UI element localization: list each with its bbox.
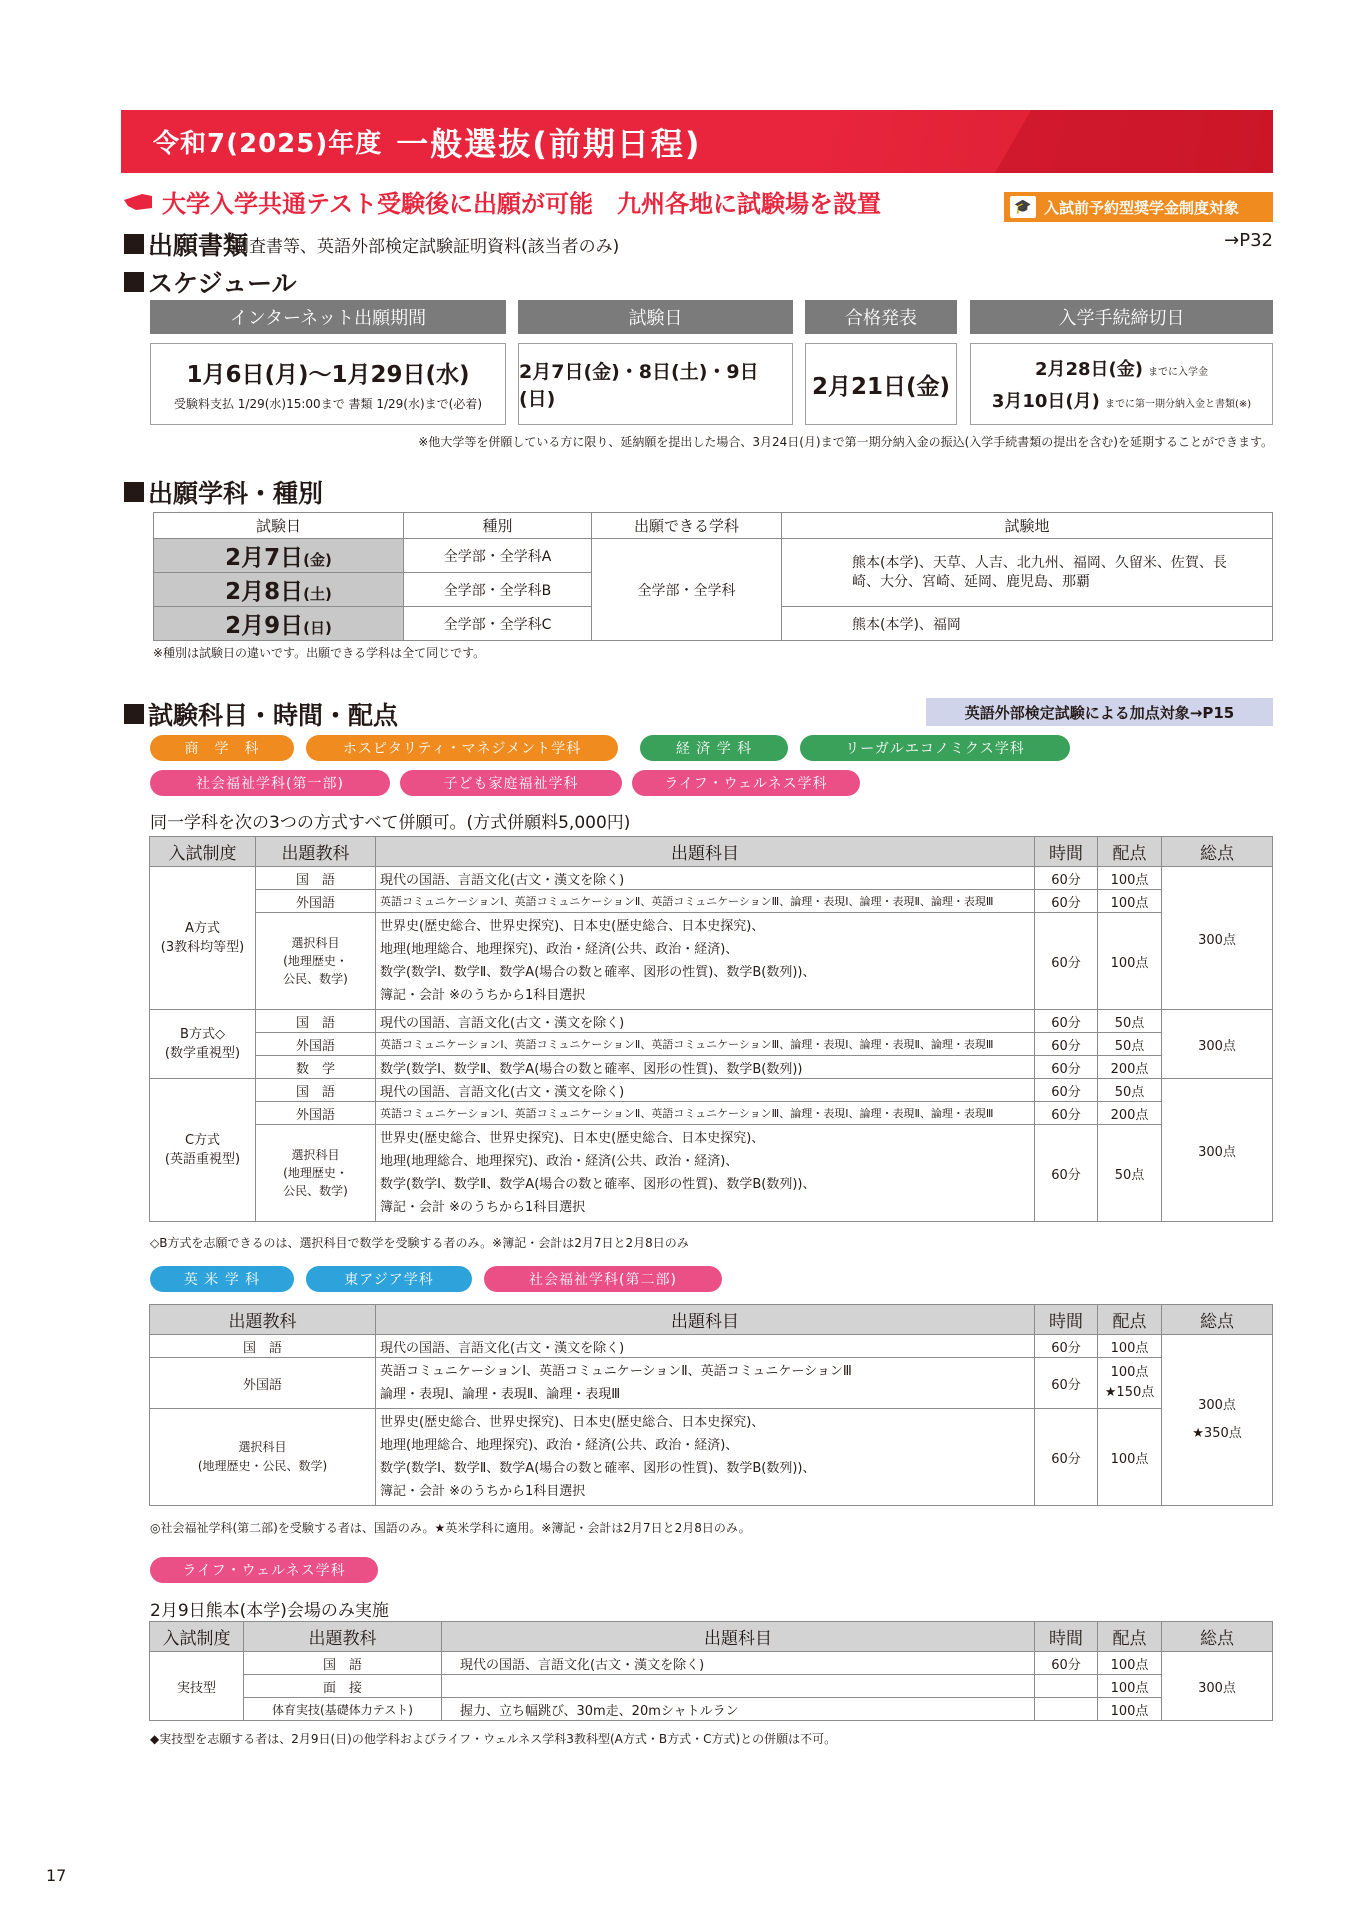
deadline-2: 3月10日(月) <box>991 391 1100 412</box>
subjects-heading: 試験科目・時間・配点 <box>124 696 398 732</box>
pill-english-american: 英 米 学 科 <box>150 1266 294 1292</box>
subjects3-intro: 2月9日熊本(本学)会場のみ実施 <box>150 1601 389 1621</box>
pill-child-welfare: 子ども家庭福祉学科 <box>400 770 622 796</box>
docs-heading: 出願書類 <box>124 226 248 262</box>
banner-year: 令和7(2025)年度 <box>153 129 383 159</box>
day-2: 2月8日(土) <box>154 573 404 607</box>
subjects-table-b: 出題教科 出題科目 時間 配点 総点 国 語 現代の国語、言語文化(古文・漢文を除く) 60分 100点 300点 ★350点 外国語 英語コミュニケーションⅠ、英語コミュニケーションⅡ、英語コミュニケーションⅢ 論理・表現Ⅰ、論理・表現Ⅱ、論理・表現Ⅲ 60分 100点 ★150点 選択科目 (地理歴史・公民、数学) 世界史(歴史総合、世界史探究)、日本史(歴史総合、日本史探究)、 地理(地理総合、地理探究)、政治・経済(公共、政治・経済)、 数学(数学Ⅰ、数学Ⅱ、数学A(場合の数と確率、図形の性質)、数学B(数列))、 簿記・会計 ※のうちから1科目選択 60分 100点 <box>149 1304 1273 1506</box>
pill-life-wellness: ライフ・ウェルネス学科 <box>632 770 860 796</box>
pill-commerce: 商 学 科 <box>150 735 294 761</box>
method-a: A方式 (3教科均等型) <box>150 867 256 1010</box>
kinds-table: 試験日 種別 出願できる学科 試験地 2月7日(金) 全学部・全学科A 全学部・全学科 熊本(本学)、天草、人吉、北九州、福岡、久留米、佐賀、長崎、大分、宮崎、延岡、鹿児島、那覇 2月8日(土) 全学部・全学科B 2月9日(日) 全学部・全学科C 熊本(本学)、福岡 <box>153 512 1273 641</box>
method-c: C方式 (英語重視型) <box>150 1079 256 1222</box>
pill-legal-econ: リーガルエコノミクス学科 <box>800 735 1070 761</box>
bonus-tag: 英語外部検定試験による加点対象→P15 <box>926 698 1273 726</box>
schedule-result-box <box>805 343 957 425</box>
pill-hospitality: ホスピタリティ・マネジメント学科 <box>306 735 618 761</box>
apply-sub: 受験料支払 1/29(水)15:00まで 書類 1/29(水)まで(必着) <box>173 397 482 411</box>
subjects-table-a: 入試制度 出題教科 出題科目 時間 配点 総点 A方式 (3教科均等型) 国 語 現代の国語、言語文化(古文・漢文を除く) 60分 100点 300点 外国語 英語コミュニケーションⅠ、英語コミュニケーションⅡ、英語コミュニケーションⅢ、論理・表現Ⅰ、論理・表現Ⅱ、論理・表現Ⅲ 60分 100点 選択科目 (地理歴史・ 公民、数学) 世界史(歴史総合、世界史探究)、日本史(歴史総合、日本史探究)、 地理(地理総合、地理探究)、政治・経済(公共、政治・経済)、 数学(数学Ⅰ、数学Ⅱ、数学A(場合の数と確率、図形の性質)、数学B(数列))、 簿記・会計 ※のうちから1科目選択 60分 100点 B方式◇ (数学重視型) 国 語 現代の国語、言語文化(古文・漢文を除く) 60分 50点 300点 外国語 英語コミュニケーションⅠ、英語コミュニケーションⅡ、英語コミュニケーションⅢ、論理・表現Ⅰ、論理・表現Ⅱ、論理・表現Ⅲ 60分 50点 数 学 数学(数学Ⅰ、数学Ⅱ、数学A(場合の数と確率、図形の性質)、数学B(数列)) 60分 200点 C方式 (英語重視型) 国 語 現代の国語、言語文化(古文・漢文を除く) 60分 50点 300点 外国語 英語コミュニケーションⅠ、英語コミュニケーションⅡ、英語コミュニケーションⅢ、論理・表現Ⅰ、論理・表現Ⅱ、論理・表現Ⅲ 60分 200点 選択科目 (地理歴史・ 公民、数学) 世界史(歴史総合、世界史探究)、日本史(歴史総合、日本史探究)、 地理(地理総合、地理探究)、政治・経済(公共、政治・経済)、 数学(数学Ⅰ、数学Ⅱ、数学A(場合の数と確率、図形の性質)、数学B(数列))、 簿記・会計 ※のうちから1科目選択 60分 50点 <box>149 836 1273 1222</box>
pointing-hand-icon <box>124 192 154 212</box>
docs-text: 調査書等、英語外部検定試験証明資料(該当者のみ) <box>232 237 620 257</box>
deadline-1: 2月28日(金) <box>1034 359 1143 380</box>
schedule-heading: スケジュール <box>124 264 297 300</box>
banner-title: 一般選抜(前期日程) <box>396 124 702 163</box>
pill-social-welfare-2: 社会福祉学科(第二部) <box>484 1266 722 1292</box>
pill-east-asia: 東アジア学科 <box>306 1266 472 1292</box>
method-b: B方式◇ (数学重視型) <box>150 1010 256 1079</box>
subjects-note: ◇B方式を志願できるのは、選択科目で数学を受験する者のみ。※簿記・会計は2月7日と2月8日のみ <box>150 1236 689 1250</box>
schedule-head-apply: インターネット出願期間 <box>150 300 506 334</box>
kinds-heading: 出願学科・種別 <box>124 474 323 510</box>
page-number: 17 <box>46 1866 67 1885</box>
subjects3-note: ◆実技型を志願する者は、2月9日(日)の他学科およびライフ・ウェルネス学科3教科型(A方式・B方式・C方式)との併願は不可。 <box>150 1732 837 1746</box>
pill-social-welfare-1: 社会福祉学科(第一部) <box>150 770 390 796</box>
kinds-note: ※種別は試験日の違いです。出願できる学科は全て同じです。 <box>153 646 486 660</box>
result-date: 2月21日(金) <box>811 373 951 400</box>
schedule-head-exam: 試験日 <box>518 300 793 334</box>
schedule-head-result: 合格発表 <box>805 300 957 334</box>
lead-text: 大学入学共通テスト受験後に出願が可能 九州各地に試験場を設置 <box>124 184 881 219</box>
scholarship-tag: 🎓 入試前予約型奨学金制度対象 <box>1004 192 1273 222</box>
subjects-table-c: 入試制度 出題教科 出題科目 時間 配点 総点 実技型 国 語 現代の国語、言語文化(古文・漢文を除く) 60分 100点 300点 面 接 100点 体育実技(基礎体力テスト) 握力、立ち幅跳び、30m走、20mシャトルラン 100点 <box>149 1621 1273 1721</box>
exam-dates: 2月7日(金)・8日(土)・9日(日) <box>519 361 759 410</box>
schedule-deadline-box: 2月28日(金) までに入学金 3月10日(月) までに第一期分納入金と書類(※) <box>970 343 1273 425</box>
title-banner <box>121 110 1273 173</box>
day-3: 2月9日(日) <box>154 607 404 641</box>
practical-type: 実技型 <box>150 1652 244 1721</box>
subjects-intro: 同一学科を次の3つの方式すべて併願可。(方式併願料5,000円) <box>150 813 631 833</box>
apply-period: 1月6日(月)～1月29日(水) <box>186 362 470 388</box>
schedule-apply-box <box>150 343 506 425</box>
day-1: 2月7日(金) <box>154 539 404 573</box>
graduation-cap-icon: 🎓 <box>1010 196 1036 218</box>
schedule-note: ※他大学等を併願している方に限り、延納願を提出した場合、3月24日(月)まで第一期分納入金の振込(入学手続書類の提出を含む)を延期することができます。 <box>418 435 1273 449</box>
pill-life-wellness-2: ライフ・ウェルネス学科 <box>150 1557 378 1583</box>
schedule-exam-box <box>518 343 793 425</box>
pill-economics: 経 済 学 科 <box>640 735 788 761</box>
schedule-head-deadline: 入学手続締切日 <box>970 300 1273 334</box>
docs-ref: →P32 <box>1224 230 1273 251</box>
subjects2-note: ◎社会福祉学科(第二部)を受験する者は、国語のみ。★英米学科に適用。※簿記・会計は2月7日と2月8日のみ。 <box>150 1521 751 1535</box>
